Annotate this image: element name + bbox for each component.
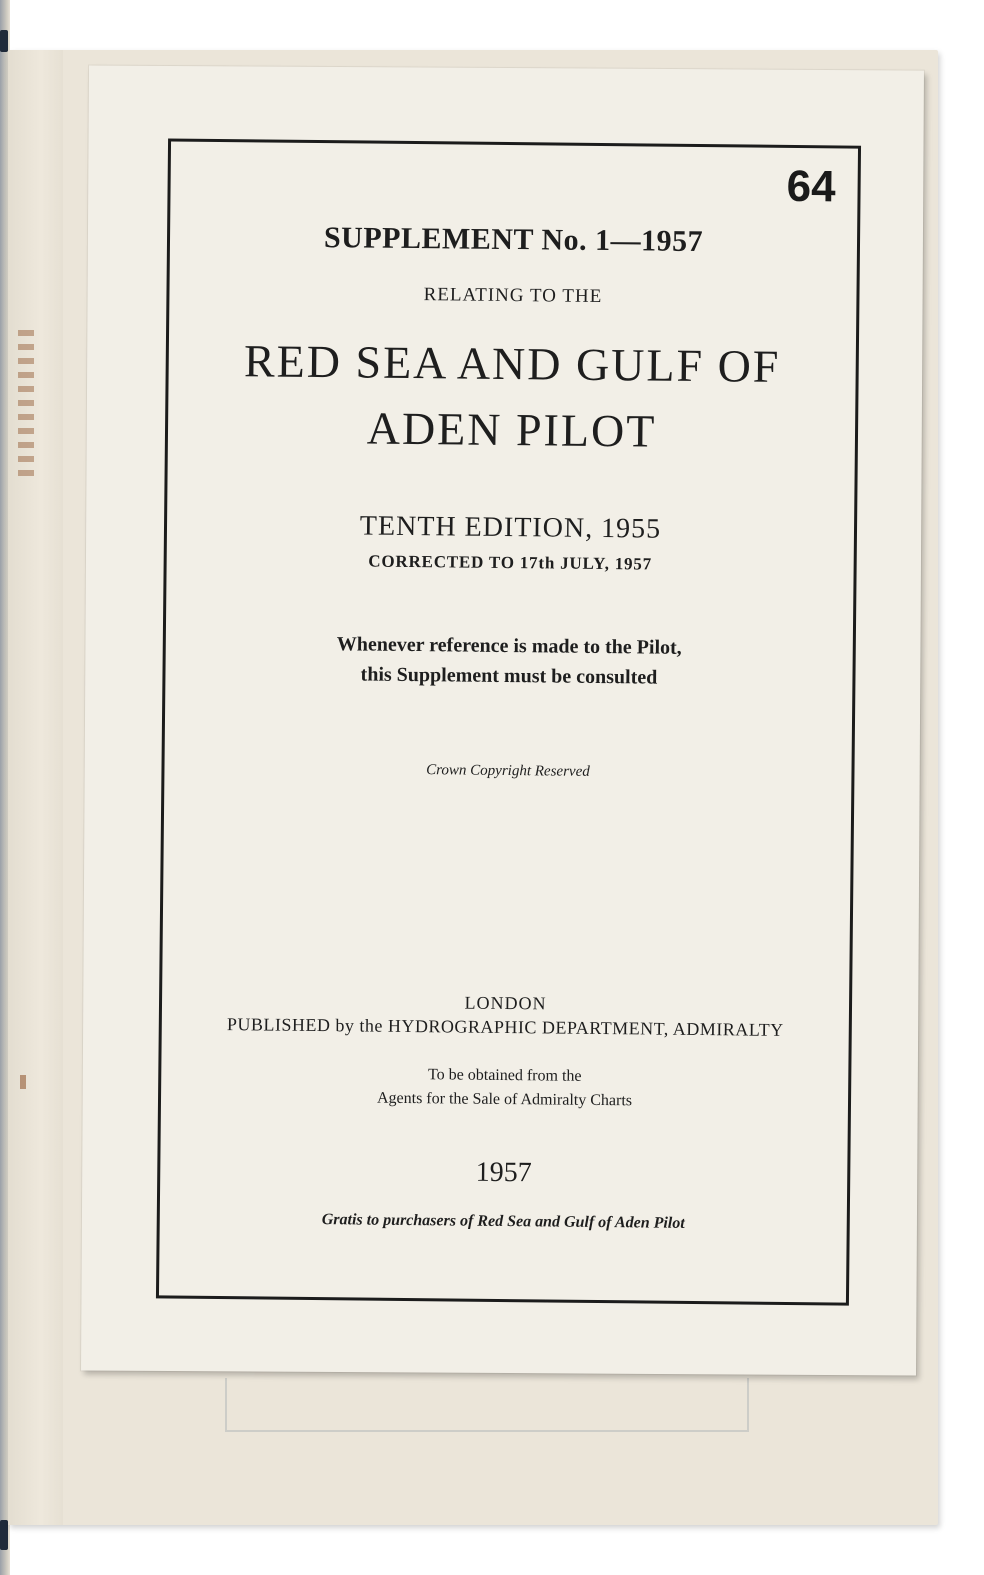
main-title-line-1: RED SEA AND GULF OF (243, 335, 781, 392)
obtain-line-1: To be obtained from the (427, 1066, 582, 1085)
pamphlet-number: 64 (786, 161, 836, 212)
foxing-stain (18, 330, 34, 480)
relating-line: RELATING TO THE (423, 284, 603, 307)
edition-line: TENTH EDITION, 1955 (359, 510, 662, 545)
corrected-line: CORRECTED TO 17th JULY, 1957 (368, 551, 653, 574)
copyright-notice: Crown Copyright Reserved (426, 762, 590, 780)
binding-cap-top (0, 30, 8, 52)
obtain-line-2: Agents for the Sale of Admiralty Charts (376, 1089, 633, 1110)
offset-ghost-frame (225, 1378, 749, 1432)
supplement-pamphlet (81, 65, 924, 1375)
notice-line-2: this Supplement must be consulted (360, 663, 658, 689)
publication-city: LONDON (464, 992, 547, 1014)
publication-year: 1957 (475, 1156, 532, 1189)
page-gutter (8, 50, 63, 1525)
publisher-line: PUBLISHED by the HYDROGRAPHIC DEPARTMENT, ADMIRALTY (226, 1014, 784, 1040)
title-page-border (156, 138, 861, 1305)
supplement-heading: SUPPLEMENT No. 1—1957 (323, 221, 704, 259)
main-title-line-2: ADEN PILOT (366, 402, 657, 457)
binding-cap-bottom (0, 1520, 8, 1550)
gratis-note: Gratis to purchasers of Red Sea and Gulf of Aden Pilot (321, 1211, 685, 1232)
notice-line-1: Whenever reference is made to the Pilot, (336, 633, 682, 659)
foxing-spot (20, 1075, 26, 1089)
